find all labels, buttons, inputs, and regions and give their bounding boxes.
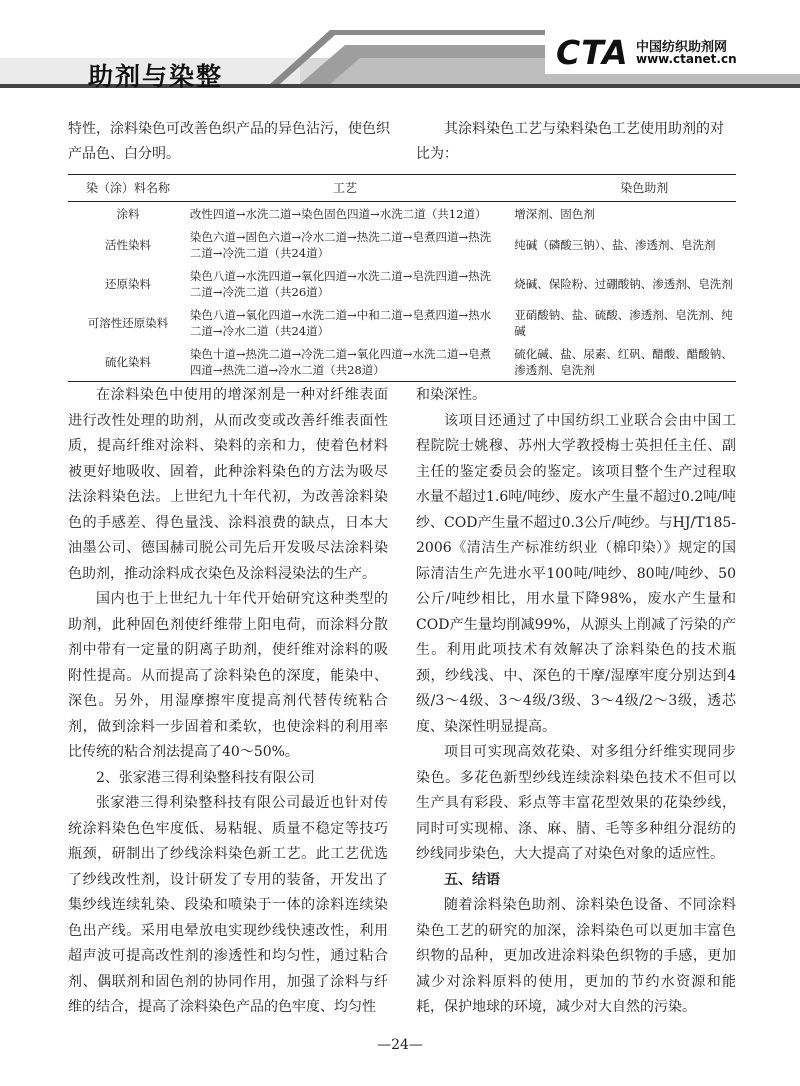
intro-left-text xyxy=(68,117,398,167)
table-cell-auxiliaries: 亚硝酸钠、盐、硫酸、渗透剂、皂洗剂、纯碱 xyxy=(514,308,733,338)
table-row xyxy=(68,202,736,226)
table-header-row xyxy=(68,175,736,202)
right-paragraph-1: 该项目还通过了中国纺织工业联合会由中国工程院院士姚穆、苏州大学教授梅士英担任主任、副主任的鉴定委员会的鉴定。该项目整个生产过程取水量不超过1.6吨/吨纱、废水产生量不超过0.2吨/吨纱、COD产生量不超过0.3公斤/吨纱。与HJ/T185-2006《清洁生产标准纺织业（棉印染）》规定的国际清洁生产先进水平100吨/吨纱、80吨/吨纱、50公斤/吨纱相比，用水量下降98%，废水产生量和COD产生量均削减99%，从源头上削减了污染的产生。利用此项技术有效解决了涂料染色的技术瓶颈，纱线浅、中、深色的干摩/湿摩牢度分别达到4级/3～4级、3～4级/3级、3～4级/2～3级，透芯度、染深性明显提高。 xyxy=(416,412,736,735)
table-cell-auxiliaries: 纯碱（磷酸三钠）、盐、渗透剂、皂洗剂 xyxy=(514,238,716,252)
left-paragraph-3: 张家港三得利染整科技有限公司最近也针对传统涂料染色色牢度低、易粘辊、质量不稳定等技巧瓶颈，研制出了纱线涂料染色新工艺。此工艺优选了纱线改性剂，设计研发了专用的装备，开发出了集纱线连续轧染、段染和喷染于一体的涂料连续染色出产线。采用电晕放电实现纱线快速改性，利用超声波可提高改性剂的渗透性和均匀性，通过粘合剂、偶联剂和固色剂的协同作用，加强了涂料与纤维的结合，提高了涂料染色产品的色牢度、均匀性 xyxy=(68,795,388,1015)
right-paragraph-2: 项目可实现高效花染、对多组分纤维实现同步染色。多花色新型纱线连续涂料染色技术不但可以生产具有彩段、彩点等丰富花型效果的花染纱线，同时可实现棉、涤、麻、腈、毛等多种组分混纺的纱线同步染色，大大提高了对染色对象的适应性。 xyxy=(416,744,736,862)
left-paragraph-1: 在涂料染色中使用的增深剂是一种对纤维表面进行改性处理的助剂，从而改变或改善纤维表面性质，提高纤维对涂料、染料的亲和力，使着色材料被更好地吸收、固着，此种涂料染色的方法为吸尽法涂料染色法。上世纪九十年代初，为改善涂料染色的手感差、得色量浅、涂料浪费的缺点，日本大油墨公司、德国赫司脱公司先后开发吸尽法涂料染色助剂，推动涂料成衣染色及涂料浸染法的生产。 xyxy=(68,387,388,582)
right-paragraph-3: 随着涂料染色助剂、涂料染色设备、不同涂料染色工艺的研究的加深，涂料染色可以更加丰富色织物的品种，更加改进涂料染色织物的手感，更加减少对涂料原料的使用，更加的节约水资源和能耗，保护地球的环境，减少对大自然的污染。 xyxy=(416,897,736,1015)
table-header-dye-name: 染（涂）料名称 xyxy=(68,175,188,202)
table-cell-process: 染色八道→水洗四道→氧化四道→水洗二道→皂洗四道→热洗二道→冷洗二道（共26道） xyxy=(189,269,492,299)
table-cell-dye-name: 可溶性还原染料 xyxy=(87,315,169,330)
table-row xyxy=(68,264,736,303)
table-cell-auxiliaries: 硫化碱、盐、尿素、红矾、醋酸、醋酸钠、渗透剂、皂洗剂 xyxy=(502,342,736,382)
comparison-table xyxy=(68,174,736,382)
cta-logo: CTA xyxy=(556,33,629,72)
table-cell-auxiliaries: 烧碱、保险粉、过硼酸钠、渗透剂、皂洗剂 xyxy=(514,277,733,291)
table-row xyxy=(68,303,736,342)
right-column xyxy=(416,383,736,1021)
table-cell-process: 改性四道→水洗二道→染色固色四道→水洗二道（共12道） xyxy=(189,207,487,221)
table-cell-process: 染色六道→固色六道→冷水二道→热洗二道→皂煮四道→热洗二道→冷洗二道（共24道） xyxy=(189,230,492,260)
table-row xyxy=(68,342,736,382)
auxiliary-comparison-table xyxy=(68,174,736,382)
table-cell-dye-name: 还原染料 xyxy=(104,277,151,291)
page-number: —24— xyxy=(377,1037,423,1053)
table-header-process: 工艺 xyxy=(188,175,502,202)
page-header xyxy=(0,0,800,100)
left-column xyxy=(68,383,388,1021)
intro-right-paragraph: 其涂料染色工艺与染料染色工艺使用助剂的对比为： xyxy=(416,121,724,162)
table-cell-process: 染色八道→氧化四道→水洗二道→中和二道→皂煮四道→热水二道→冷水二道（共24道） xyxy=(189,308,492,338)
intro-right-text xyxy=(416,117,736,167)
table-cell-auxiliaries: 增深剂、固色剂 xyxy=(514,207,595,221)
conclusion-heading: 五、结语 xyxy=(444,871,500,888)
table-cell-dye-name: 硫化染料 xyxy=(68,342,188,382)
left-paragraph-2: 国内也于上世纪九十年代开始研究这种类型的助剂，此种固色剂使纤维带上阳电荷，而涂料分散剂中带有一定量的阴离子助剂，使纤维对涂料的吸附性提高。从而提高了涂料染色的深度，能染中、深色。另外，用湿摩擦牢度提高剂代替传统粘合剂，做到涂料一步固着和柔软，也使涂料的利用率比传统的粘合剂法提高了40～50%。 xyxy=(68,591,388,760)
table-cell-process: 染色十道→热洗二道→冷洗二道→氧化四道→水洗二道→皂煮四道→热洗二道→冷水二道（共28道） xyxy=(188,342,502,382)
right-paragraph-0: 和染深性。 xyxy=(416,387,486,403)
logo-url: www.ctanet.cn xyxy=(636,52,737,66)
table-cell-dye-name: 活性染料 xyxy=(104,238,151,252)
table-header-auxiliaries: 染色助剂 xyxy=(502,175,736,202)
company-subheading: 2、张家港三得利染整科技有限公司 xyxy=(96,769,315,786)
intro-left-paragraph: 特性，涂料染色可改善色织产品的异色沾污，使色织产品色、白分明。 xyxy=(68,121,390,162)
table-cell-dye-name: 涂料 xyxy=(116,207,140,221)
section-title: 助剂与染整 xyxy=(88,62,224,91)
logo-chinese-name: 中国纺织助剂网 xyxy=(636,40,728,55)
table-row xyxy=(68,225,736,264)
